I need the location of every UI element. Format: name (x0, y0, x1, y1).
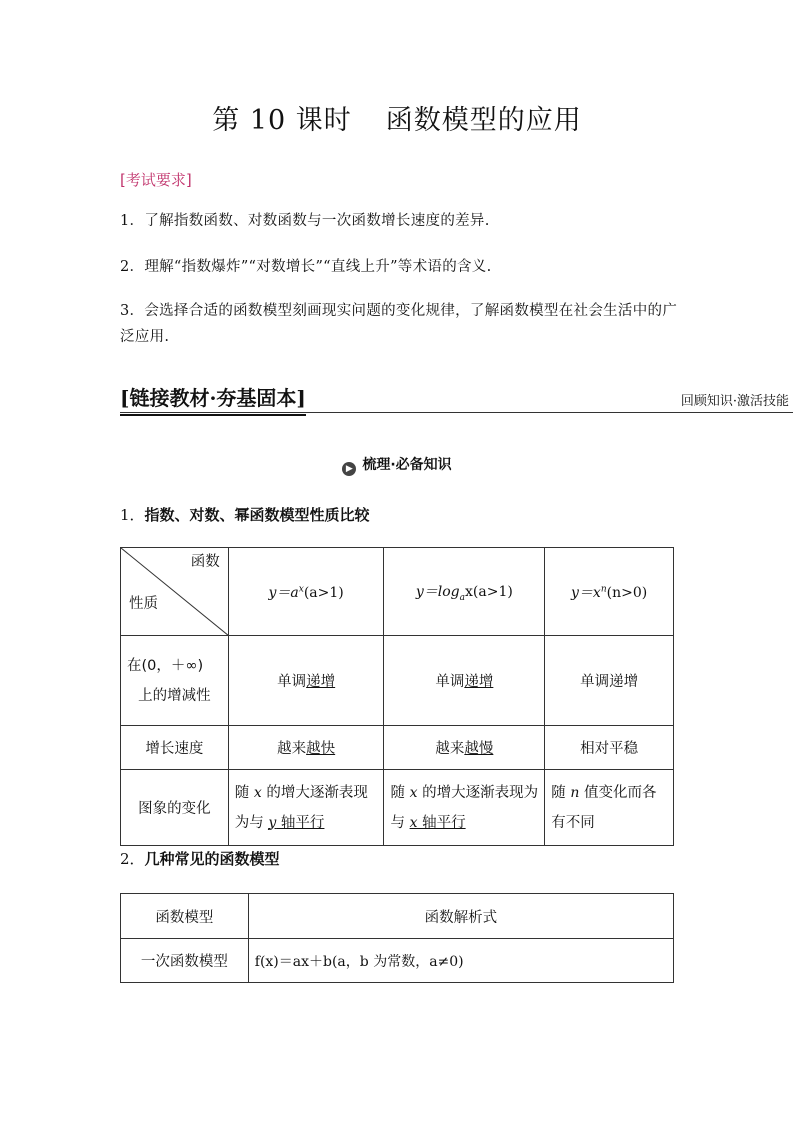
cell-exp-growth: 越来越快 (228, 726, 384, 770)
table-row (121, 636, 674, 726)
cell-model-formula: f(x)＝ax＋b(a，b 为常数，a≠0) (248, 939, 673, 983)
table-header-row (121, 894, 674, 939)
table-row (121, 939, 674, 983)
row-label-growth: 增长速度 (121, 726, 229, 770)
header-log-function: $y=\log_ax(a>1)$ (384, 548, 545, 636)
section-subtitle: 回顾知识·激活技能 (680, 394, 789, 409)
table2-heading (120, 848, 280, 869)
subsection-label: 梳理·必备知识 (362, 457, 452, 473)
cell-exp-graph: 随 x 的增大逐渐表现为与 y 轴平行 (228, 770, 384, 846)
table-row (121, 770, 674, 846)
requirement-item-2: 2．理解“指数爆炸”“对数增长”“直线上升”等术语的含义. (120, 259, 492, 275)
function-model-table (120, 893, 674, 983)
table1-heading (120, 504, 370, 525)
table1-heading-number: 1． (120, 506, 145, 524)
requirement-item-3: 3．会选择合适的函数模型刻画现实问题的变化规律，了解函数模型在社会生活中的广泛应用. (120, 303, 678, 345)
col-header-formula: 函数解析式 (248, 894, 673, 939)
table-row (121, 726, 674, 770)
corner-header-cell (121, 548, 229, 636)
header-power-function: $y=x^n(n>0)$ (545, 548, 674, 636)
lesson-number: 第 10 课时 (212, 105, 352, 136)
requirements-tag: [考试要求] (120, 171, 192, 189)
col-header-model: 函数模型 (121, 894, 249, 939)
cell-log-graph: 随 x 的增大逐渐表现为与 x 轴平行 (384, 770, 545, 846)
requirement-item-1: 1．了解指数函数、对数函数与一次函数增长速度的差异. (120, 213, 490, 229)
cell-exp-monotonicity: 单调递增 (228, 636, 384, 726)
table1-heading-text: 指数、对数、幂函数模型性质比较 (144, 506, 370, 524)
cell-log-growth: 越来越慢 (384, 726, 545, 770)
cell-pow-monotonicity: 单调递增 (545, 636, 674, 726)
section-header (120, 382, 793, 413)
play-circle-icon: ▶ (342, 462, 356, 476)
comparison-table (120, 547, 674, 846)
corner-top-label: 函数 (190, 554, 220, 570)
page-title (0, 98, 794, 137)
cell-log-monotonicity: 单调递增 (384, 636, 545, 726)
subsection-heading (0, 454, 794, 476)
table2-heading-text: 几种常见的函数模型 (144, 850, 280, 868)
cell-pow-growth: 相对平稳 (545, 726, 674, 770)
section-title: [链接教材·夯基固本] (120, 382, 306, 416)
lesson-topic: 函数模型的应用 (385, 105, 582, 136)
table2-heading-number: 2． (120, 850, 145, 868)
cell-model-name: 一次函数模型 (121, 939, 249, 983)
cell-pow-graph: 随 n 值变化而各有不同 (545, 770, 674, 846)
corner-bottom-label: 性质 (129, 596, 158, 612)
header-exp-function: $y=a^x(a>1)$ (228, 548, 384, 636)
row-label-graph: 图象的变化 (121, 770, 229, 846)
row-label-monotonicity: 在(0，＋∞) 上的增减性 (121, 636, 229, 726)
